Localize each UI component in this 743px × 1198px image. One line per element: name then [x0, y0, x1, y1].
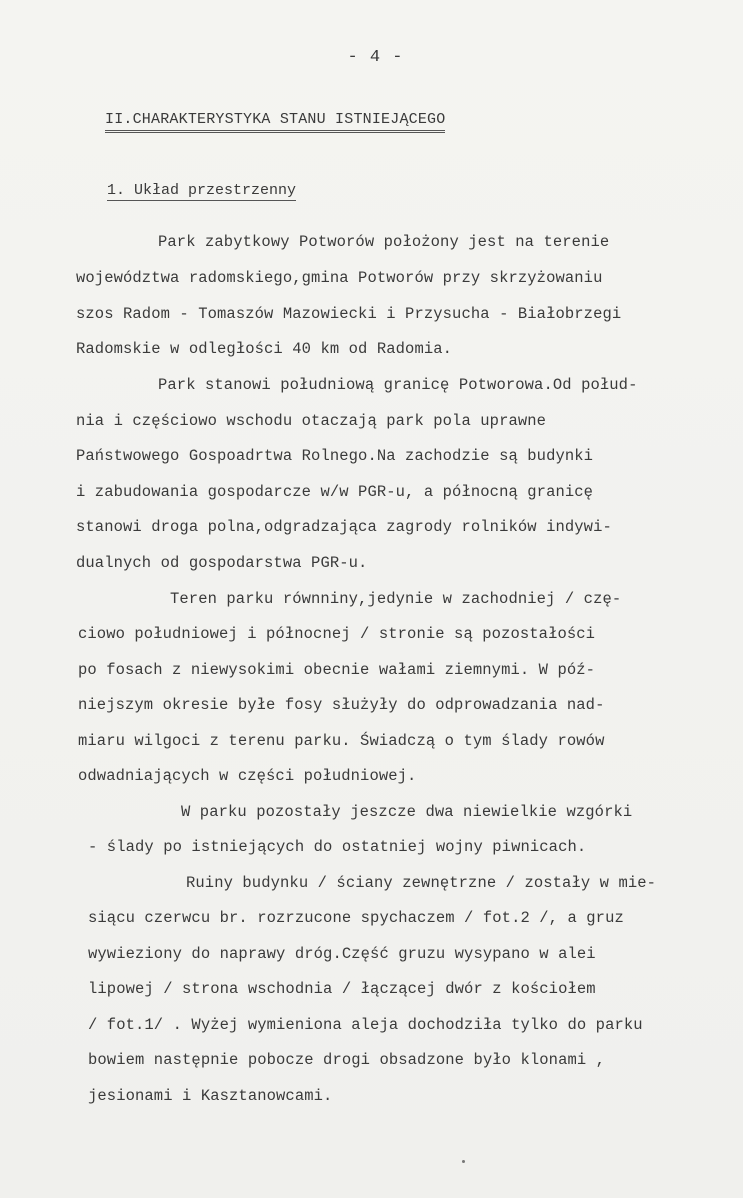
- text-line: lipowej / strona wschodnia / łączącej dwór z kościołem: [88, 980, 596, 998]
- text-line: Radomskie w odległości 40 km od Radomia.: [76, 340, 453, 358]
- text-line: bowiem następnie pobocze drogi obsadzone było klonami ,: [88, 1051, 606, 1069]
- text-line: odwadniających w części południowej.: [78, 767, 417, 785]
- text-line: - ślady po istniejących do ostatniej wojny piwnicach.: [88, 838, 587, 856]
- text-line: jesionami i Kasztanowcami.: [88, 1087, 333, 1105]
- text-line: po fosach z niewysokimi obecnie wałami ziemnymi. W póź-: [78, 661, 596, 679]
- page-number: - 4 -: [347, 48, 404, 67]
- section-heading: II.CHARAKTERYSTYKA STANU ISTNIEJĄCEGO: [105, 111, 445, 133]
- text-line: Ruiny budynku / ściany zewnętrzne / zostały w mie-: [186, 874, 657, 892]
- text-line: stanowi droga polna,odgradzająca zagrody rolników indywi-: [76, 518, 612, 536]
- text-line: wywieziony do naprawy dróg.Część gruzu wysypano w alei: [88, 945, 596, 963]
- text-line: W parku pozostały jeszcze dwa niewielkie wzgórki: [181, 803, 633, 821]
- text-line: Państwowego Gospoadrtwa Rolnego.Na zachodzie są budynki: [76, 447, 594, 465]
- text-line: dualnych od gospodarstwa PGR-u.: [76, 554, 368, 572]
- text-line: województwa radomskiego,gmina Potworów przy skrzyżowaniu: [76, 269, 603, 287]
- text-line: miaru wilgoci z terenu parku. Świadczą o tym ślady rowów: [78, 732, 605, 750]
- text-line: siącu czerwcu br. rozrzucone spychaczem / fot.2 /, a gruz: [88, 909, 624, 927]
- text-line: Park zabytkowy Potworów położony jest na terenie: [158, 233, 610, 251]
- text-line: Teren parku równniny,jedynie w zachodniej / czę-: [170, 590, 622, 608]
- paper-speck: [462, 1160, 465, 1163]
- text-line: niejszym okresie byłe fosy służyły do odprowadzania nad-: [78, 696, 605, 714]
- text-line: i zabudowania gospodarcze w/w PGR-u, a północną granicę: [76, 483, 594, 501]
- text-line: ciowo południowej i północnej / stronie są pozostałości: [78, 625, 596, 643]
- text-line: / fot.1/ . Wyżej wymieniona aleja dochodziła tylko do parku: [88, 1016, 643, 1034]
- text-line: szos Radom - Tomaszów Mazowiecki i Przysucha - Białobrzegi: [76, 305, 622, 323]
- text-line: nia i częściowo wschodu otaczają park pola uprawne: [76, 412, 547, 430]
- subsection-heading: 1. Układ przestrzenny: [107, 182, 297, 199]
- text-line: Park stanowi południową granicę Potworowa.Od połud-: [158, 376, 638, 394]
